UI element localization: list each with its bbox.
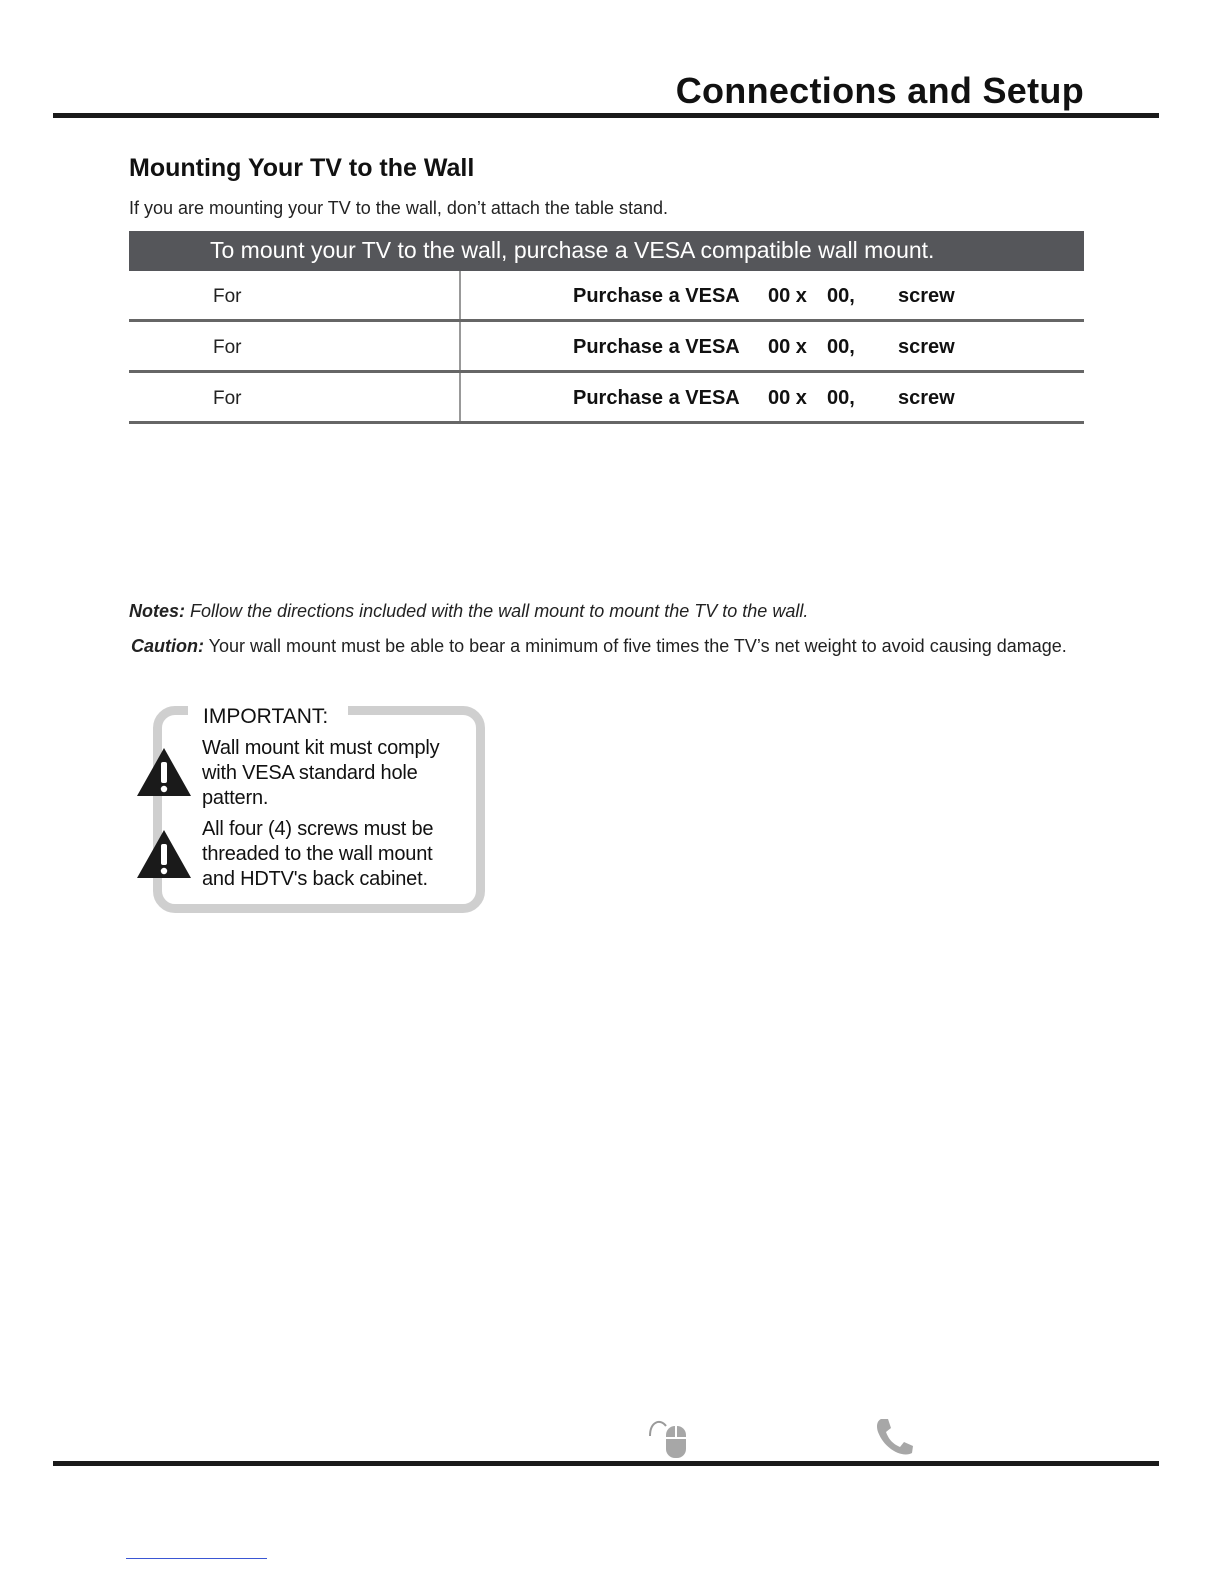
purchase-text: Purchase a VESA: [573, 387, 740, 409]
row-size-label: For: [213, 337, 242, 358]
caution-text: [131, 636, 1067, 657]
row-vesa-spec: [573, 336, 955, 359]
notes-label: Notes:: [129, 601, 186, 621]
table-header: To mount your TV to the wall, purchase a VESA compatible wall mount.: [129, 231, 1084, 271]
screw-text: screw: [898, 285, 955, 307]
purchase-text: Purchase a VESA: [573, 285, 740, 307]
dimension-a: 00 x: [768, 336, 807, 358]
section-heading: Mounting Your TV to the Wall: [129, 154, 475, 182]
column-divider: [459, 322, 461, 370]
important-title: IMPORTANT:: [203, 705, 329, 728]
important-item: All four (4) screws must be threaded to the wall mount and HDTV's back cabinet.: [202, 818, 434, 890]
footer-link-underline: [126, 1558, 267, 1559]
mouse-icon: [646, 1414, 690, 1460]
purchase-text: Purchase a VESA: [573, 336, 740, 358]
column-divider: [459, 271, 461, 319]
phone-icon: [873, 1416, 915, 1458]
warning-triangle-icon: [136, 829, 192, 879]
table-row: [129, 322, 1084, 373]
bottom-divider: [53, 1461, 1159, 1466]
page-title: Connections and Setup: [675, 70, 1084, 111]
dimension-a: 00 x: [768, 387, 807, 409]
dimension-b: 00,: [827, 285, 855, 307]
caution-body: Your wall mount must be able to bear a minimum of five times the TV’s net weight to avoid causing damage.: [203, 636, 1067, 656]
warning-triangle-icon: [136, 747, 192, 797]
dimension-a: 00 x: [768, 285, 807, 307]
row-size-label: For: [213, 286, 242, 307]
table-row: [129, 373, 1084, 424]
row-vesa-spec: [573, 285, 955, 308]
dimension-b: 00,: [827, 336, 855, 358]
row-size-label: For: [213, 388, 242, 409]
notes-body: Follow the directions included with the wall mount to mount the TV to the wall.: [185, 601, 809, 621]
notes-text: [129, 601, 808, 622]
important-item: Wall mount kit must comply with VESA standard hole pattern.: [202, 737, 440, 809]
screw-text: screw: [898, 336, 955, 358]
top-divider: [53, 113, 1159, 118]
table-row: [129, 271, 1084, 322]
column-divider: [459, 373, 461, 421]
dimension-b: 00,: [827, 387, 855, 409]
screw-text: screw: [898, 387, 955, 409]
vesa-mount-table: [129, 231, 1084, 424]
intro-text: If you are mounting your TV to the wall, don’t attach the table stand.: [129, 198, 668, 218]
row-vesa-spec: [573, 387, 955, 410]
caution-label: Caution:: [131, 636, 204, 656]
